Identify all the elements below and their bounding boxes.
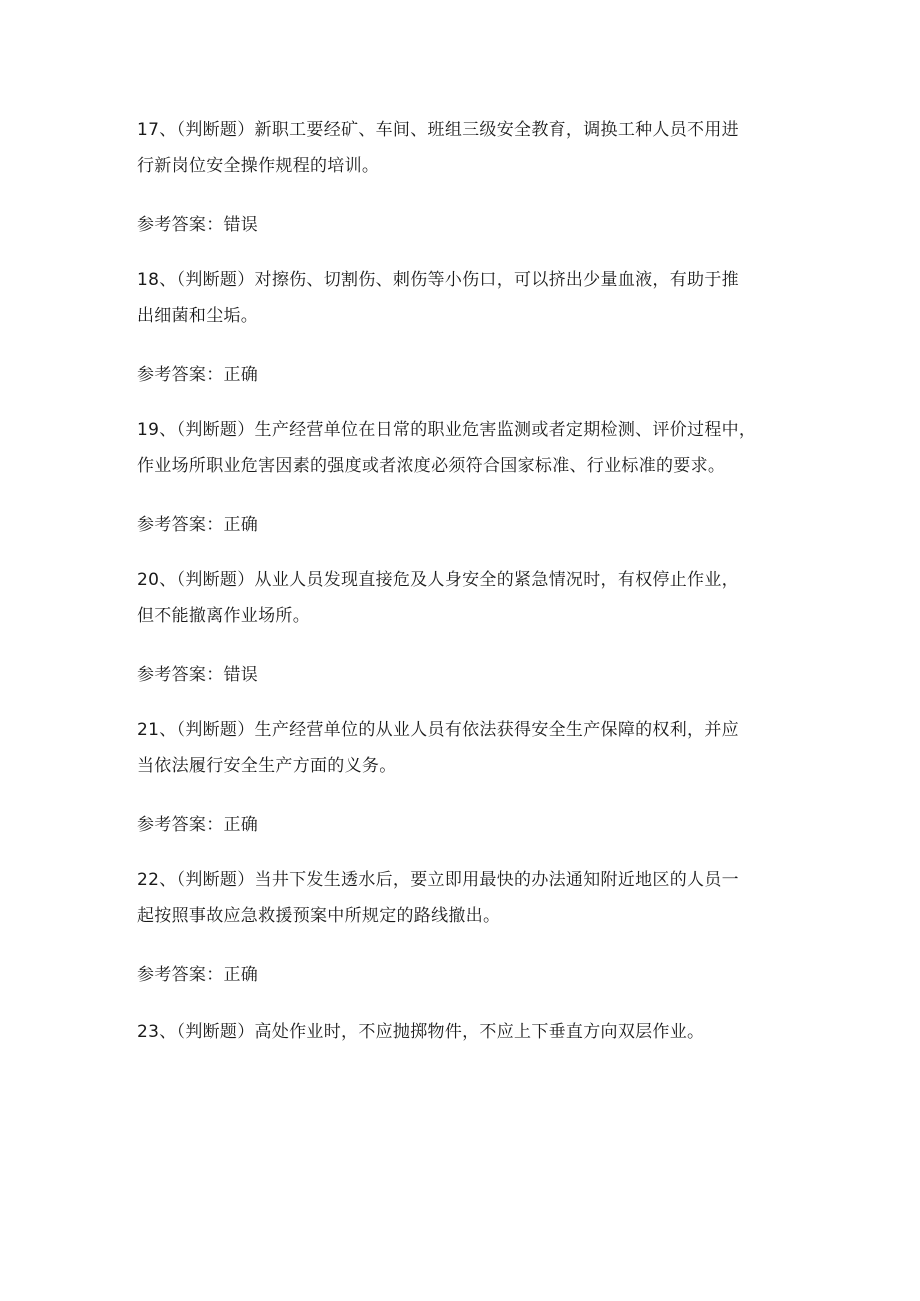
question-17 xyxy=(137,112,787,184)
question-18-line-2: 出细菌和尘垢。 xyxy=(137,306,259,326)
question-19 xyxy=(137,412,787,484)
question-22-line-1: 22、（判断题）当井下发生透水后，要立即用最快的办法通知附近地区的人员一 xyxy=(137,870,739,890)
question-19-line-2: 作业场所职业危害因素的强度或者浓度必须符合国家标准、行业标准的要求。 xyxy=(137,456,726,476)
question-20-line-1: 20、（判断题）从业人员发现直接危及人身安全的紧急情况时，有权停止作业， xyxy=(137,570,739,590)
answer-18: 参考答案：正确 xyxy=(137,365,259,385)
question-23-line-1: 23、（判断题）高处作业时，不应抛掷物件，不应上下垂直方向双层作业。 xyxy=(137,1022,705,1042)
answer-21: 参考答案：正确 xyxy=(137,815,259,835)
question-17-line-2: 行新岗位安全操作规程的培训。 xyxy=(137,156,380,176)
question-21 xyxy=(137,712,787,784)
question-18 xyxy=(137,262,787,334)
answer-19: 参考答案：正确 xyxy=(137,515,259,535)
question-22-line-2: 起按照事故应急救援预案中所规定的路线撤出。 xyxy=(137,906,501,926)
question-19-line-1: 19、（判断题）生产经营单位在日常的职业危害监测或者定期检测、评价过程中， xyxy=(137,420,757,440)
answer-20: 参考答案：错误 xyxy=(137,665,259,685)
question-21-line-2: 当依法履行安全生产方面的义务。 xyxy=(137,756,397,776)
question-22 xyxy=(137,862,787,934)
answer-22: 参考答案：正确 xyxy=(137,965,259,985)
question-20-line-2: 但不能撤离作业场所。 xyxy=(137,606,310,626)
question-20 xyxy=(137,562,787,634)
question-17-line-1: 17、（判断题）新职工要经矿、车间、班组三级安全教育，调换工种人员不用进 xyxy=(137,120,739,140)
question-23 xyxy=(137,1014,787,1050)
question-21-line-1: 21、（判断题）生产经营单位的从业人员有依法获得安全生产保障的权利，并应 xyxy=(137,720,739,740)
question-18-line-1: 18、（判断题）对擦伤、切割伤、刺伤等小伤口，可以挤出少量血液，有助于推 xyxy=(137,270,739,290)
answer-17: 参考答案：错误 xyxy=(137,215,259,235)
